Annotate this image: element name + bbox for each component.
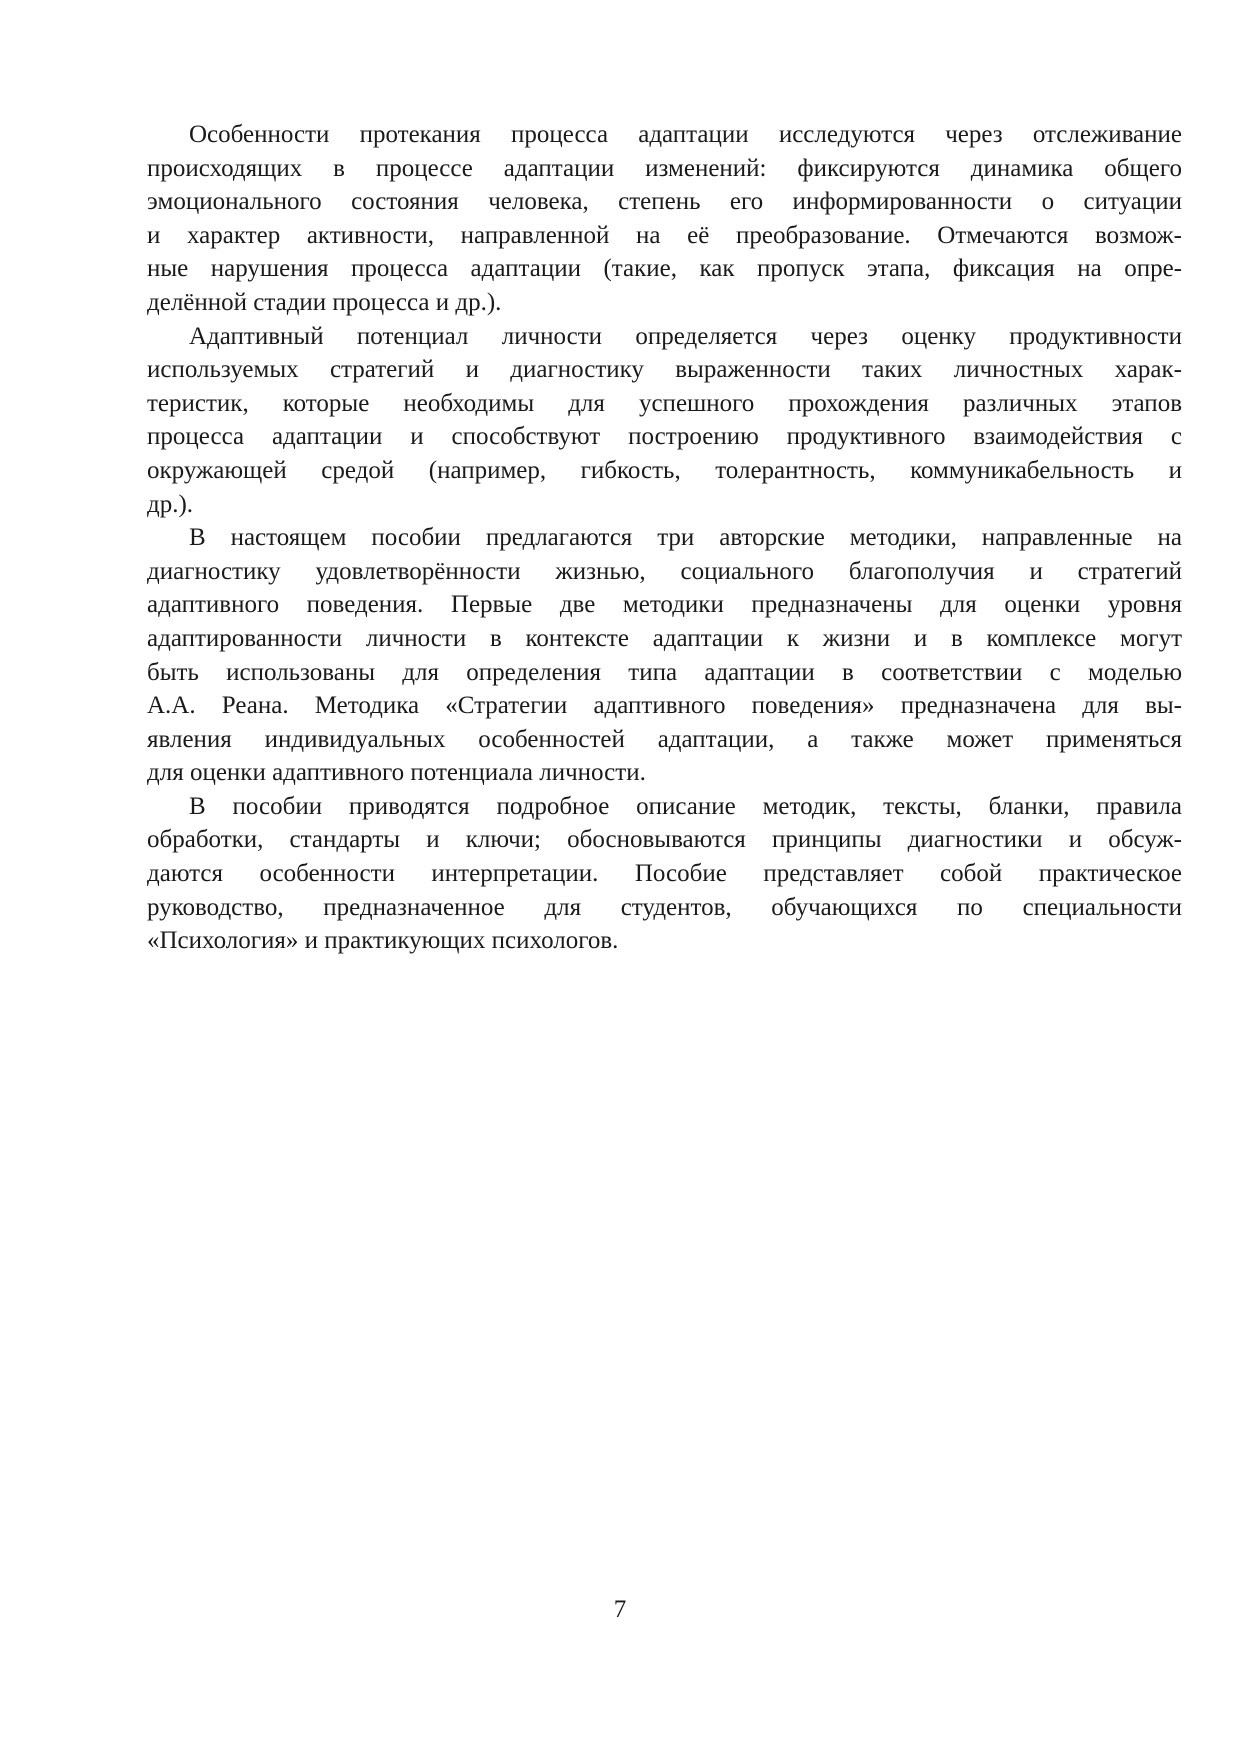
text-line: диагностику удовлетворённости жизнью, социального благополучия и стратегий [147,557,1182,585]
text-line: делённой стадии процесса и др.). [147,288,502,316]
text-line: происходящих в процессе адаптации изменений: фиксируются динамика общего [147,154,1182,182]
paragraph-methods-overview [147,521,1182,790]
text-line: теристик, которые необходимы для успешного прохождения различных этапов [147,389,1182,417]
page-number: 7 [613,1596,627,1623]
text-line: В пособии приводятся подробное описание методик, тексты, бланки, правила [189,792,1182,820]
text-line: процесса адаптации и способствуют построению продуктивного взаимодействия с [147,423,1182,451]
text-line: Особенности протекания процесса адаптации исследуются через отслеживание [189,121,1182,148]
paragraph-manual-contents [147,790,1182,958]
paragraph-adaptation-process [147,118,1182,320]
text-line: используемых стратегий и диагностику выраженности таких личностных харак- [147,356,1182,384]
text-line: явления индивидуальных особенностей адаптации, а также может применяться [147,725,1182,753]
text-line: даются особенности интерпретации. Пособие представляет собой практическое [147,860,1182,888]
text-line: А.А. Реана. Методика «Стратегии адаптивного поведения» предназначена для вы- [147,692,1182,720]
text-line: В настоящем пособии предлагаются три авторские методики, направленные на [189,524,1182,552]
paragraph-adaptive-potential [147,320,1182,522]
text-line: быть использованы для определения типа адаптации в соответствии с моделью [147,658,1182,686]
text-line: др.). [147,490,194,518]
text-line: Адаптивный потенциал личности определяется через оценку продуктивности [189,322,1182,350]
text-line: ные нарушения процесса адаптации (такие, как пропуск этапа, фиксация на опре- [147,255,1182,283]
text-line: для оценки адаптивного потенциала личности. [147,759,646,787]
text-line: эмоционального состояния человека, степень его информированности о ситуации [147,188,1182,216]
text-line: адаптированности личности в контексте адаптации к жизни и в комплексе могут [147,624,1182,652]
text-line: руководство, предназначенное для студентов, обучающихся по специальности [147,893,1182,921]
text-line: обработки, стандарты и ключи; обосновываются принципы диагностики и обсуж- [147,826,1182,854]
text-line: «Психология» и практикующих психологов. [147,927,619,955]
text-line: адаптивного поведения. Первые две методики предназначены для оценки уровня [147,591,1182,619]
text-line: окружающей средой (например, гибкость, толерантность, коммуникабельность и [147,456,1182,484]
body-text [147,118,1182,958]
text-line: и характер активности, направленной на её преобразование. Отмечаются возмож- [147,221,1182,249]
